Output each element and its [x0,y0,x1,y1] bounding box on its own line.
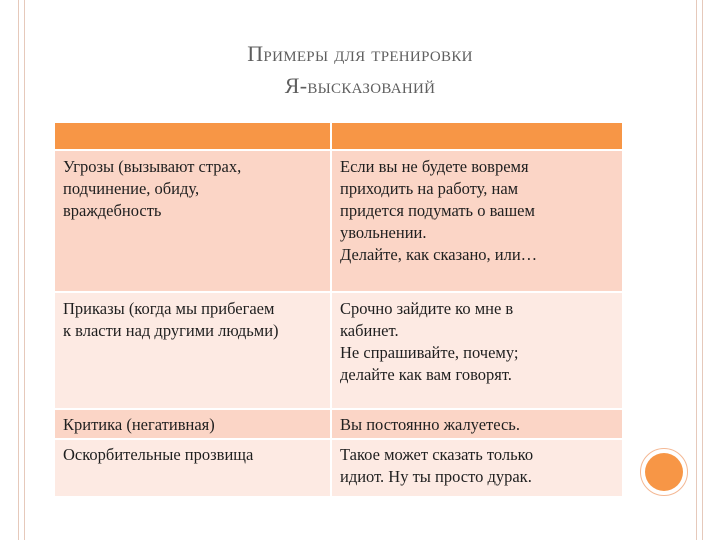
table-row [55,292,622,409]
cell-text-line: враждебность [63,201,162,220]
table-cell-left [55,292,331,409]
table-cell-right [331,439,622,497]
table-row [55,150,622,292]
cell-text-line: Оскорбительные прозвища [63,445,254,464]
table-row [55,409,622,439]
table-header-cell-right [331,123,622,150]
cell-text-line: приходить на работу, нам [340,179,519,198]
table-cell-right [331,409,622,439]
table-cell-left [55,150,331,292]
cell-text-line: делайте как вам говорят. [340,365,512,384]
table-header-row [55,123,622,150]
cell-text-line: увольнении. [340,223,427,242]
table-header-cell-left [55,123,331,150]
cell-text-line: Вы постоянно жалуетесь. [340,415,520,434]
examples-table [55,123,622,498]
decorative-orange-circle [640,448,688,496]
table-cell-left [55,439,331,497]
cell-text-line: кабинет. [340,321,399,340]
cell-text-line: Не спрашивайте, почему; [340,343,519,362]
cell-text-line: Делайте, как сказано, или… [340,245,538,264]
cell-text-line: Если вы не будете вовремя [340,157,529,176]
cell-text-line: Угрозы (вызывают страх, [63,157,242,176]
right-decor-line-outer [702,0,703,540]
cell-text-line: Срочно зайдите ко мне в [340,299,514,318]
cell-text-line: Критика (негативная) [63,415,215,434]
cell-text-line: Такое может сказать только [340,445,534,464]
slide-title-line-2: Я-высказований [284,73,436,98]
table-cell-right [331,150,622,292]
cell-text-line: к власти над другими людьми) [63,321,279,340]
left-decor-line-outer [18,0,19,540]
cell-text-line: придется подумать о вашем [340,201,535,220]
table-cell-left [55,409,331,439]
cell-text-line: идиот. Ну ты просто дурак. [340,467,532,486]
cell-text-line: Приказы (когда мы прибегаем [63,299,275,318]
slide-title [60,38,660,102]
cell-text-line: подчинение, обиду, [63,179,200,198]
left-decor-line-inner [24,0,25,540]
table-cell-right [331,292,622,409]
right-decor-line-inner [696,0,697,540]
slide-title-line-1: Примеры для тренировки [247,41,473,66]
table-row [55,439,622,497]
